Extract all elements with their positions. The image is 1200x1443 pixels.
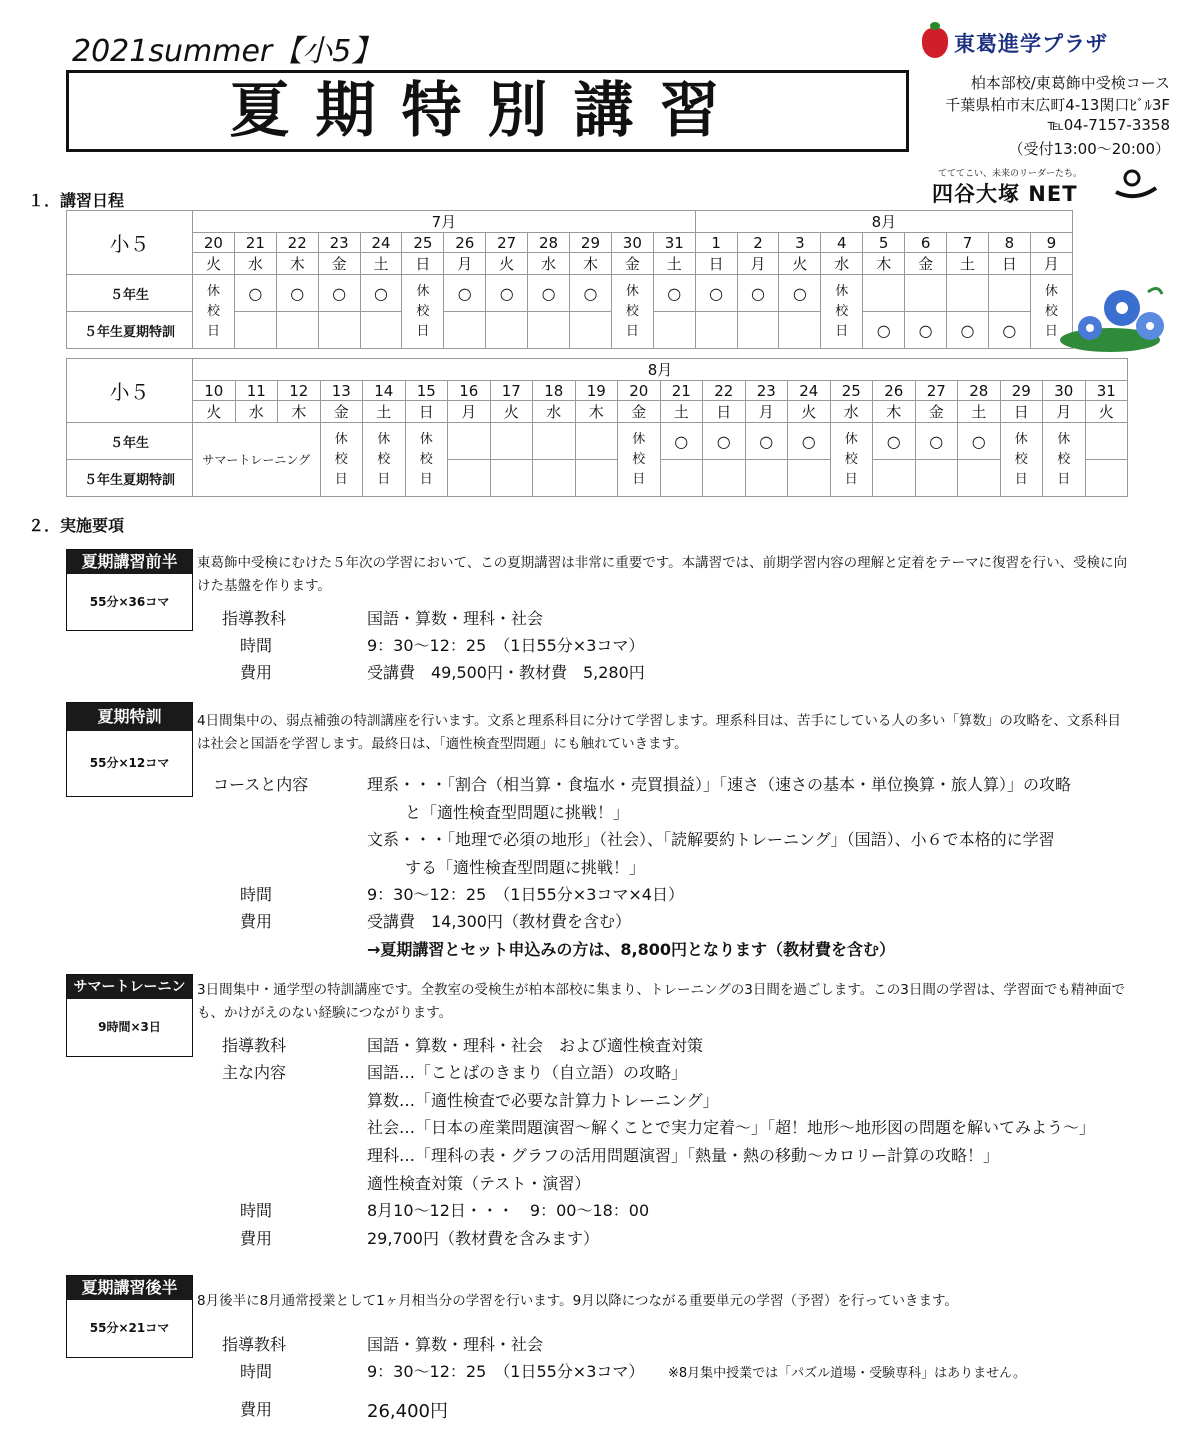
weekday-cell: 月 (745, 401, 788, 423)
holiday-char: 休 (377, 431, 391, 447)
label-course-content: コースと内容 (213, 775, 309, 794)
label-fee: 費用 (240, 663, 273, 682)
day-cell: 29 (570, 233, 612, 253)
value-fee: 29,700円（教材費を含みます） (367, 1229, 599, 1248)
empty-cell (528, 312, 570, 349)
value-set-discount: →夏期講習とセット申込みの方は、8,800円となります（教材費を含む） (367, 940, 896, 959)
holiday-char: 休 (419, 431, 433, 447)
empty-cell (947, 275, 989, 312)
day-cell: 2 (737, 233, 779, 253)
holiday-char: 休 (1057, 431, 1071, 447)
holiday-char: 日 (625, 323, 639, 339)
row-label: ５年生夏期特訓 (67, 460, 193, 497)
weekday-cell: 水 (533, 401, 576, 423)
session-cell: ○ (788, 423, 831, 460)
weekday-cell: 金 (318, 253, 360, 275)
session-cell: ○ (863, 312, 905, 349)
label-time: 時間 (240, 636, 273, 655)
morning-glory-icon (1050, 282, 1170, 356)
session-cell: ○ (570, 275, 612, 312)
empty-cell (444, 312, 486, 349)
holiday-cell (193, 275, 235, 349)
session-cell: ○ (779, 275, 821, 312)
weekday-row (67, 401, 1128, 423)
holiday-char: 日 (1057, 471, 1071, 487)
day-cell: 23 (745, 381, 788, 401)
value-course-humanities: 文系・・・「地理で必須の地形」（社会）、「読解要約トレーニング」（国語）、小６で本格的に学習 (367, 830, 1055, 849)
day-cell: 24 (360, 233, 402, 253)
logo-mark-icon (922, 28, 948, 58)
school-name: 柏本部校/東葛飾中受検コース (970, 74, 1170, 92)
day-cell: 10 (193, 381, 236, 401)
empty-cell (448, 460, 491, 497)
holiday-char: 校 (206, 303, 220, 319)
day-cell: 12 (278, 381, 321, 401)
course-name: 夏期講習前半 (67, 550, 192, 574)
course-description: 東葛飾中受検にむけた５年次の学習において、この夏期講習は非常に重要です。本講習では、前期学習内容の理解と定着をテーマに復習を行い、受検に向けた基盤を作ります。 (197, 555, 1128, 594)
holiday-char: 校 (419, 451, 433, 467)
month-cell: 8月 (193, 359, 1128, 381)
net-tagline: てててこい、未来のリーダーたち。 (938, 169, 1083, 179)
weekday-cell: 土 (653, 253, 695, 275)
empty-cell (570, 312, 612, 349)
weekday-cell: 木 (863, 253, 905, 275)
weekday-cell: 日 (1000, 401, 1043, 423)
holiday-cell (611, 275, 653, 349)
holiday-char: 校 (625, 303, 639, 319)
net-name: 四谷大塚 NET (932, 182, 1078, 206)
holiday-char: 休 (206, 283, 220, 299)
weekday-cell: 月 (1043, 401, 1086, 423)
weekday-cell: 火 (486, 253, 528, 275)
session-cell: ○ (234, 275, 276, 312)
day-cell: 26 (444, 233, 486, 253)
weekday-cell: 日 (405, 401, 448, 423)
day-cell: 8 (988, 233, 1030, 253)
holiday-char: 日 (416, 323, 430, 339)
course-koma: 55分×21コマ (89, 1321, 170, 1335)
weekday-cell: 土 (958, 401, 1001, 423)
session-cell: ○ (444, 275, 486, 312)
empty-cell (863, 275, 905, 312)
empty-cell (318, 312, 360, 349)
school-address: 千葉県柏市末広町4-13関口ﾋﾞﾙ3F (945, 96, 1170, 114)
holiday-cell (405, 423, 448, 497)
value-time: 9：30～12：25 （1日55分×3コマ×4日） (367, 885, 684, 904)
course-description: 8月後半に8月通常授業として1ヶ月相当分の学習を行います。9月以降につながる重要単元の学習（予習）を行っていきます。 (197, 1293, 958, 1309)
empty-cell (660, 460, 703, 497)
weekday-cell: 火 (779, 253, 821, 275)
calendar-august (66, 358, 1128, 497)
holiday-cell (821, 275, 863, 349)
row-label: ５年生 (67, 423, 193, 460)
day-cell: 3 (779, 233, 821, 253)
empty-cell (788, 460, 831, 497)
holiday-char: 校 (377, 451, 391, 467)
session-cell: ○ (660, 423, 703, 460)
course-description: 3日間集中・通学型の特訓講座です。全教室の受検生が柏本部校に集まり、トレーニングの3日間を過ごします。この3日間の学習は、学習面でも精神面でも、かけがえのない経験につながります。 (197, 982, 1125, 1021)
value-subjects: 国語・算数・理科・社会 (367, 1335, 544, 1354)
course-name: 夏期特訓 (67, 703, 192, 731)
holiday-cell (830, 423, 873, 497)
weekday-cell: 水 (235, 401, 278, 423)
day-cell: 29 (1000, 381, 1043, 401)
grade-cell: 小５ (67, 211, 193, 275)
month-row (67, 211, 1073, 233)
weekday-cell: 水 (821, 253, 863, 275)
value-fee: 受講費 49,500円・教材費 5,280円 (367, 663, 645, 682)
weekday-cell: 金 (905, 253, 947, 275)
empty-cell (873, 460, 916, 497)
day-cell: 14 (363, 381, 406, 401)
course-box-tokkun (66, 702, 193, 797)
holiday-char: 休 (625, 283, 639, 299)
month-cell: 8月 (695, 211, 1072, 233)
weekday-cell: 木 (276, 253, 318, 275)
weekday-cell: 木 (575, 401, 618, 423)
value-fee: 26,400円 (367, 1401, 448, 1422)
value-content-social: 社会…「日本の産業問題演習～解くことで実力定着～」「超！地形～地形図の問題を解いてみよう～」 (367, 1118, 1096, 1137)
label-subjects: 指導教科 (222, 1335, 287, 1354)
holiday-char: 日 (632, 471, 646, 487)
value-course-science-2: と「適性検査型問題に挑戦！」 (405, 803, 630, 822)
grade5-row (67, 275, 1073, 312)
weekday-cell: 土 (360, 253, 402, 275)
weekday-cell: 水 (830, 401, 873, 423)
empty-cell (490, 423, 533, 460)
label-fee: 費用 (240, 1229, 273, 1248)
weekday-cell: 日 (703, 401, 746, 423)
course-name: サマートレーニング (67, 975, 192, 999)
value-content-japanese: 国語…「ことばのきまり（自立語）の攻略」 (367, 1063, 688, 1082)
value-time: 9：30～12：25 （1日55分×3コマ） (367, 636, 645, 655)
weekday-cell: 木 (278, 401, 321, 423)
session-cell: ○ (703, 423, 746, 460)
day-cell: 25 (830, 381, 873, 401)
day-cell: 21 (660, 381, 703, 401)
holiday-char: 校 (334, 451, 348, 467)
holiday-char: 休 (1014, 431, 1028, 447)
holiday-char: 校 (1014, 451, 1028, 467)
course-box-summer-training (66, 974, 193, 1057)
weekday-cell: 火 (193, 401, 236, 423)
empty-cell (958, 460, 1001, 497)
session-cell: ○ (318, 275, 360, 312)
session-cell: ○ (737, 275, 779, 312)
month-row (67, 359, 1128, 381)
day-cell: 27 (915, 381, 958, 401)
day-cell: 4 (821, 233, 863, 253)
weekday-cell: 月 (444, 253, 486, 275)
course-koma: 55分×12コマ (89, 756, 170, 770)
label-fee: 費用 (240, 1400, 273, 1419)
holiday-cell (618, 423, 661, 497)
weekday-cell: 火 (193, 253, 235, 275)
holiday-char: 校 (416, 303, 430, 319)
holiday-char: 日 (844, 471, 858, 487)
grade5-row (67, 423, 1128, 460)
session-cell: ○ (695, 275, 737, 312)
weekday-cell: 水 (234, 253, 276, 275)
value-fee: 受講費 14,300円（教材費を含む） (367, 912, 631, 931)
session-cell: ○ (988, 312, 1030, 349)
holiday-char: 休 (334, 431, 348, 447)
empty-cell (533, 460, 576, 497)
empty-cell (448, 423, 491, 460)
weekday-cell: 日 (988, 253, 1030, 275)
session-cell: ○ (947, 312, 989, 349)
holiday-char: 休 (416, 283, 430, 299)
empty-cell (915, 460, 958, 497)
empty-cell (695, 312, 737, 349)
label-subjects: 指導教科 (222, 609, 287, 628)
value-time: 9：30～12：25 （1日55分×3コマ） (367, 1362, 645, 1381)
value-time: 8月10～12日・・・ 9：00～18：00 (367, 1201, 650, 1220)
holiday-cell (1043, 423, 1086, 497)
holiday-char: 休 (844, 431, 858, 447)
logo-text: 東葛進学プラザ (954, 32, 1108, 56)
day-cell: 19 (575, 381, 618, 401)
empty-cell (703, 460, 746, 497)
weekday-row (67, 253, 1073, 275)
day-cell: 20 (618, 381, 661, 401)
holiday-cell (1000, 423, 1043, 497)
day-cell: 7 (947, 233, 989, 253)
day-cell: 6 (905, 233, 947, 253)
holiday-char: 日 (835, 323, 849, 339)
course-name: 夏期講習後半 (67, 1276, 192, 1300)
label-time: 時間 (240, 1201, 273, 1220)
session-cell: ○ (486, 275, 528, 312)
holiday-char: 日 (377, 471, 391, 487)
holiday-char: 校 (835, 303, 849, 319)
empty-cell (490, 460, 533, 497)
holiday-char: 校 (1057, 451, 1071, 467)
day-cell: 13 (320, 381, 363, 401)
month-cell: 7月 (193, 211, 696, 233)
calendar-july-august (66, 210, 1073, 349)
value-content-aptitude: 適性検査対策（テスト・演習） (367, 1174, 591, 1193)
weekday-cell: 水 (528, 253, 570, 275)
session-cell: ○ (360, 275, 402, 312)
day-cell: 18 (533, 381, 576, 401)
day-cell: 11 (235, 381, 278, 401)
day-cell: 16 (448, 381, 491, 401)
empty-cell (779, 312, 821, 349)
session-cell: ○ (745, 423, 788, 460)
empty-cell (653, 312, 695, 349)
weekday-cell: 木 (570, 253, 612, 275)
page-title: 夏期特別講習 (66, 70, 909, 152)
empty-cell (575, 423, 618, 460)
session-cell: ○ (915, 423, 958, 460)
day-cell: 17 (490, 381, 533, 401)
session-cell: ○ (528, 275, 570, 312)
weekday-cell: 火 (490, 401, 533, 423)
day-cell: 26 (873, 381, 916, 401)
course-description: 4日間集中の、弱点補強の特訓講座を行います。文系と理系科目に分けて学習します。理系科目は、苦手にしている人の多い「算数」の攻略を、文系科目は社会と国語を学習します。最終日は、「適性検査型問題」にも触れていきます。 (197, 713, 1121, 752)
net-logo-icon (1112, 166, 1160, 200)
day-cell: 31 (653, 233, 695, 253)
school-hours: （受付13:00～20:00） (1008, 140, 1170, 158)
day-cell: 5 (863, 233, 905, 253)
session-cell: ○ (276, 275, 318, 312)
holiday-char: 校 (844, 451, 858, 467)
label-time: 時間 (240, 885, 273, 904)
day-cell: 23 (318, 233, 360, 253)
page-subtitle: 2021summer【小5】 (72, 34, 382, 69)
empty-cell (575, 460, 618, 497)
empty-cell (1085, 423, 1128, 460)
weekday-cell: 木 (873, 401, 916, 423)
empty-cell (1085, 460, 1128, 497)
session-cell: ○ (905, 312, 947, 349)
day-cell: 21 (234, 233, 276, 253)
label-main-content: 主な内容 (222, 1063, 287, 1082)
day-row (67, 381, 1128, 401)
course-box-late (66, 1275, 193, 1358)
value-course-science: 理系・・・「割合（相当算・食塩水・売買損益）」「速さ（速さの基本・単位換算・旅人算）」の攻略 (367, 775, 1072, 794)
holiday-char: 休 (835, 283, 849, 299)
weekday-cell: 月 (737, 253, 779, 275)
weekday-cell: 火 (788, 401, 831, 423)
holiday-char: 校 (1044, 303, 1058, 319)
empty-cell (234, 312, 276, 349)
weekday-cell: 金 (611, 253, 653, 275)
empty-cell (533, 423, 576, 460)
empty-cell (905, 275, 947, 312)
empty-cell (360, 312, 402, 349)
session-cell: ○ (873, 423, 916, 460)
weekday-cell: 月 (448, 401, 491, 423)
day-cell: 28 (958, 381, 1001, 401)
day-cell: 27 (486, 233, 528, 253)
holiday-cell (402, 275, 444, 349)
row-label: ５年生夏期特訓 (67, 312, 193, 349)
school-logo (922, 28, 1108, 58)
day-cell: 25 (402, 233, 444, 253)
day-cell: 28 (528, 233, 570, 253)
day-cell: 1 (695, 233, 737, 253)
course-koma: 55分×36コマ (89, 595, 170, 609)
value-subjects: 国語・算数・理科・社会 (367, 609, 544, 628)
day-cell: 24 (788, 381, 831, 401)
holiday-char: 日 (419, 471, 433, 487)
label-subjects: 指導教科 (222, 1036, 287, 1055)
label-fee: 費用 (240, 912, 273, 931)
weekday-cell: 日 (695, 253, 737, 275)
section1-title: １．講習日程 (28, 191, 125, 210)
holiday-cell (320, 423, 363, 497)
day-cell: 30 (1043, 381, 1086, 401)
day-cell: 22 (703, 381, 746, 401)
value-subjects: 国語・算数・理科・社会 および適性検査対策 (367, 1036, 704, 1055)
empty-cell (276, 312, 318, 349)
value-content-science: 理科…「理科の表・グラフの活用問題演習」「熱量・熱の移動～カロリー計算の攻略！」 (367, 1146, 1000, 1165)
value-course-humanities-2: する「適性検査型問題に挑戦！」 (405, 858, 646, 877)
empty-cell (988, 275, 1030, 312)
course-box-early (66, 549, 193, 631)
weekday-cell: 土 (947, 253, 989, 275)
weekday-cell: 金 (320, 401, 363, 423)
school-tel: ℡04-7157-3358 (1047, 116, 1170, 134)
weekday-cell: 月 (1030, 253, 1072, 275)
summer-training-cell: サマートレーニング (193, 423, 321, 497)
holiday-cell (363, 423, 406, 497)
course-koma: 9時間×3日 (98, 1020, 161, 1034)
day-cell: 9 (1030, 233, 1072, 253)
weekday-cell: 土 (363, 401, 406, 423)
weekday-cell: 金 (915, 401, 958, 423)
value-content-math: 算数…「適性検査で必要な計算力トレーニング」 (367, 1091, 719, 1110)
grade-cell: 小５ (67, 359, 193, 423)
holiday-char: 日 (334, 471, 348, 487)
holiday-char: 日 (206, 323, 220, 339)
empty-cell (486, 312, 528, 349)
holiday-char: 校 (632, 451, 646, 467)
holiday-char: 日 (1014, 471, 1028, 487)
day-row (67, 233, 1073, 253)
day-cell: 22 (276, 233, 318, 253)
weekday-cell: 火 (1085, 401, 1128, 423)
day-cell: 30 (611, 233, 653, 253)
session-cell: ○ (653, 275, 695, 312)
empty-cell (737, 312, 779, 349)
label-time: 時間 (240, 1362, 273, 1381)
day-cell: 15 (405, 381, 448, 401)
day-cell: 20 (193, 233, 235, 253)
row-label: ５年生 (67, 275, 193, 312)
empty-cell (745, 460, 788, 497)
day-cell: 31 (1085, 381, 1128, 401)
weekday-cell: 金 (618, 401, 661, 423)
weekday-cell: 土 (660, 401, 703, 423)
holiday-char: 日 (1044, 323, 1058, 339)
weekday-cell: 日 (402, 253, 444, 275)
session-cell: ○ (958, 423, 1001, 460)
value-time-note: ※8月集中授業では「パズル道場・受験専科」はありません。 (668, 1366, 1026, 1381)
holiday-char: 休 (1044, 283, 1058, 299)
section2-title: ２．実施要項 (28, 516, 125, 535)
holiday-char: 休 (632, 431, 646, 447)
